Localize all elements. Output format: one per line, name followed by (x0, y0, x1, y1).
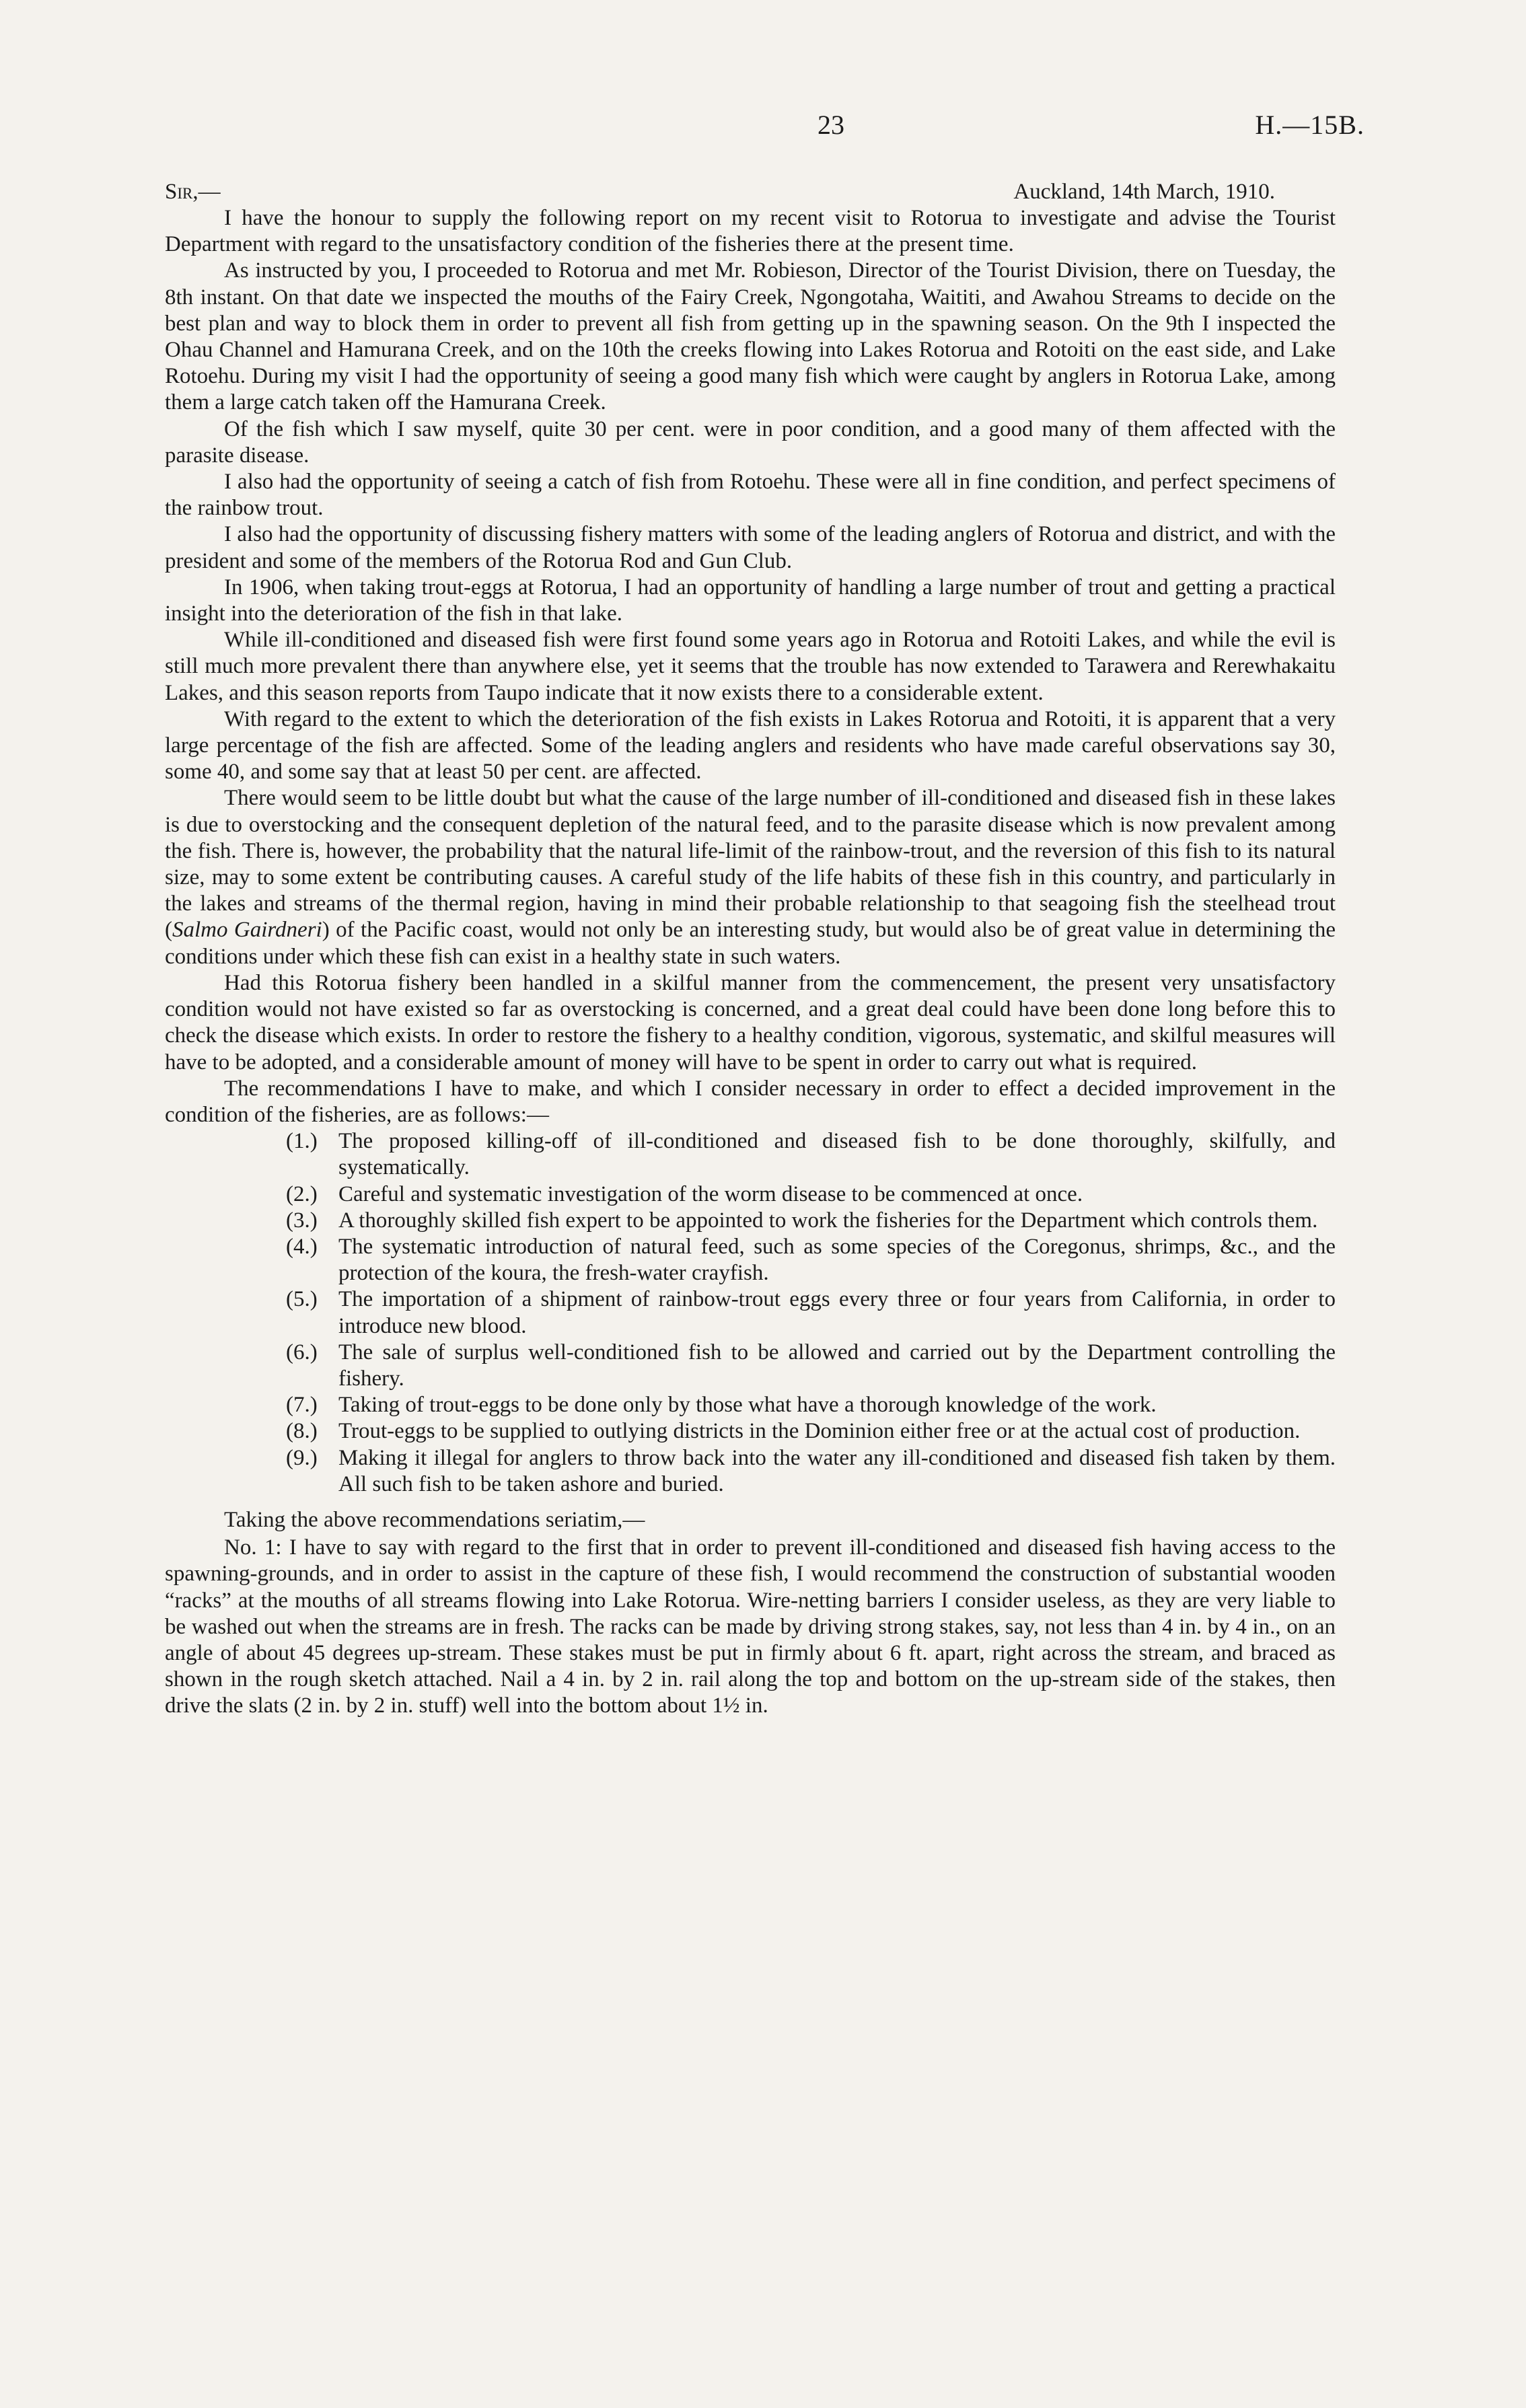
list-item-number: (3.) (286, 1208, 318, 1233)
recommendations-intro: The recommendations I have to make, and which I consider necessary in order to effect a decided improvement in the condition of the fisheries, are as follows:— (165, 1076, 1336, 1127)
list-item-number: (8.) (286, 1419, 318, 1444)
list-item (286, 1418, 1336, 1445)
list-item-text: Making it illegal for anglers to throw back into the water any ill-conditioned and diseased fish taken by them. All such fish to be taken ashore and buried. (338, 1445, 1336, 1496)
list-item-text: The sale of surplus well-conditioned fish to be allowed and carried out by the Department controlling the fishery. (338, 1340, 1336, 1391)
list-item (286, 1445, 1336, 1498)
list-item-text: Trout-eggs to be supplied to outlying districts in the Dominion either free or at the actual cost of production. (338, 1419, 1301, 1444)
paragraph: In 1906, when taking trout-eggs at Rotorua, I had an opportunity of handling a large number of trout and getting a practical insight into the deterioration of the fish in that lake. (165, 575, 1336, 626)
seriatim-heading: Taking the above recommendations seriatim,— (224, 1507, 645, 1532)
list-item (286, 1340, 1336, 1392)
page-header (165, 109, 1365, 149)
paragraph-cause-part-b: ) of the Pacific coast, would not only be an interesting study, but would also be of great value in determining the conditions under which these fish can exist in a healthy state in such waters. (165, 918, 1336, 969)
list-item-number: (5.) (286, 1287, 318, 1312)
list-item-number: (6.) (286, 1340, 318, 1364)
list-item-text: The importation of a shipment of rainbow-trout eggs every three or four years from California, in order to introduce new blood. (338, 1287, 1336, 1338)
list-item-number: (4.) (286, 1234, 318, 1259)
paragraph: I also had the opportunity of discussing fishery matters with some of the leading anglers of Rotorua and district, and with the president and some of the members of the Rotorua Rod and Gun Club. (165, 522, 1336, 573)
list-item-number: (2.) (286, 1181, 318, 1206)
paragraph-cause (165, 785, 1336, 970)
paragraph: While ill-conditioned and diseased fish were first found some years ago in Rotorua and Rotoiti Lakes, and while the evil is still much more prevalent there than anywhere else, yet it seems that the trouble has now extended to Tarawera and Rerewhakaitu Lakes, and this season reports from Taupo indicate that it now exists there to a considerable extent. (165, 628, 1336, 705)
recommendations-list (165, 1128, 1336, 1498)
list-item (286, 1181, 1336, 1208)
list-item-text: Taking of trout-eggs to be done only by those what have a thorough knowledge of the work. (338, 1393, 1157, 1418)
salutation: Sir,— (165, 180, 221, 204)
letter-body (165, 179, 1336, 1720)
place-date: Auckland, 14th March, 1910. (1013, 180, 1275, 204)
paragraph: With regard to the extent to which the deterioration of the fish exists in Lakes Rotorua and Rotoiti, it is apparent that a very large percentage of the fish are affected. Some of the leading anglers and residents who have made careful observations say 30, some 40, and some say that at least 50 per cent. are affected. (165, 706, 1336, 785)
list-item (286, 1128, 1336, 1181)
recommendation-no1-paragraph: No. 1: I have to say with regard to the first that in order to prevent ill-conditioned and diseased fish having access to the spawning-grounds, and in order to assist in the capture of these fish, I would recommend the construction of substantial wooden “racks” at the mouths of all streams flowing into Lake Rotorua. Wire-netting barriers I consider useless, as they are very liable to be washed out when the streams are in fresh. The racks can be made by driving strong stakes, say, not less than 4 in. by 4 in., on an angle of about 45 degrees up-stream. These stakes must be put in firmly about 6 ft. apart, right across the stream, and braced as shown in the rough sketch attached. Nail a 4 in. by 2 in. rail along the top and bottom on the up-stream side of the stakes, then drive the slats (2 in. by 2 in. stuff) well into the bottom about 1½ in. (165, 1535, 1336, 1718)
paragraph: I have the honour to supply the following report on my recent visit to Rotorua to investigate and advise the Tourist Department with regard to the unsatisfactory condition of the fisheries there at the present time. (165, 206, 1336, 257)
list-item (286, 1392, 1336, 1418)
list-item (286, 1286, 1336, 1339)
paragraph: I also had the opportunity of seeing a catch of fish from Rotoehu. These were all in fine condition, and perfect specimens of the rainbow trout. (165, 470, 1336, 521)
document-reference: H.—15B. (1255, 110, 1365, 140)
paragraph: Of the fish which I saw myself, quite 30 per cent. were in poor condition, and a good many of them affected with the parasite disease. (165, 416, 1336, 468)
page-number: 23 (818, 110, 844, 140)
list-item-text: Careful and systematic investigation of the worm disease to be commenced at once. (338, 1181, 1083, 1206)
paragraph-cause-part-a: There would seem to be little doubt but what the cause of the large number of ill-conditioned and diseased fish in these lakes is due to overstocking and the consequent depletion of the natural feed, and to the parasite disease which is now prevalent among the fish. There is, however, the probability that the natural life-limit of the rainbow-trout, and the reversion of this fish to its natural size, may to some extent be contributing causes. A careful study of the life habits of these fish in this country, and particularly in the lakes and streams of the thermal region, having in mind their probable relationship to that seagoing fish the steelhead trout ( (165, 786, 1336, 943)
list-item-text: The proposed killing-off of ill-conditioned and diseased fish to be done thoroughly, skilfully, and systematically. (338, 1129, 1336, 1180)
list-item (286, 1234, 1336, 1286)
salutation-row (165, 179, 1336, 205)
list-item-number: (1.) (286, 1129, 318, 1154)
species-name: Salmo Gairdneri (172, 918, 322, 943)
list-item-number: (7.) (286, 1393, 318, 1418)
list-item-text: The systematic introduction of natural feed, such as some species of the Coregonus, shrimps, &c., and the protection of the koura, the fresh-water crayfish. (338, 1234, 1336, 1286)
paragraph: As instructed by you, I proceeded to Rotorua and met Mr. Robieson, Director of the Tourist Division, there on Tuesday, the 8th instant. On that date we inspected the mouths of the Fairy Creek, Ngongotaha, Waititi, and Awahou Streams to decide on the best plan and way to block them in order to prevent all fish from getting up in the spawning season. On the 9th I inspected the Ohau Channel and Hamurana Creek, and on the 10th the creeks flowing into Lakes Rotorua and Rotoiti on the east side, and Lake Rotoehu. During my visit I had the opportunity of seeing a good many fish which were caught by anglers in Rotorua Lake, among them a large catch taken off the Hamurana Creek. (165, 258, 1336, 415)
paragraph: Had this Rotorua fishery been handled in a skilful manner from the commencement, the present very unsatisfactory condition would not have existed so far as overstocking is concerned, and a great deal could have been done long before this to check the disease which exists. In order to restore the fishery to a healthy condition, vigorous, systematic, and skilful measures will have to be adopted, and a considerable amount of money will have to be spent in order to carry out what is required. (165, 970, 1336, 1074)
list-item (286, 1208, 1336, 1234)
list-item-text: A thoroughly skilled fish expert to be appointed to work the fisheries for the Department which controls them. (338, 1208, 1318, 1233)
list-item-number: (9.) (286, 1445, 318, 1470)
